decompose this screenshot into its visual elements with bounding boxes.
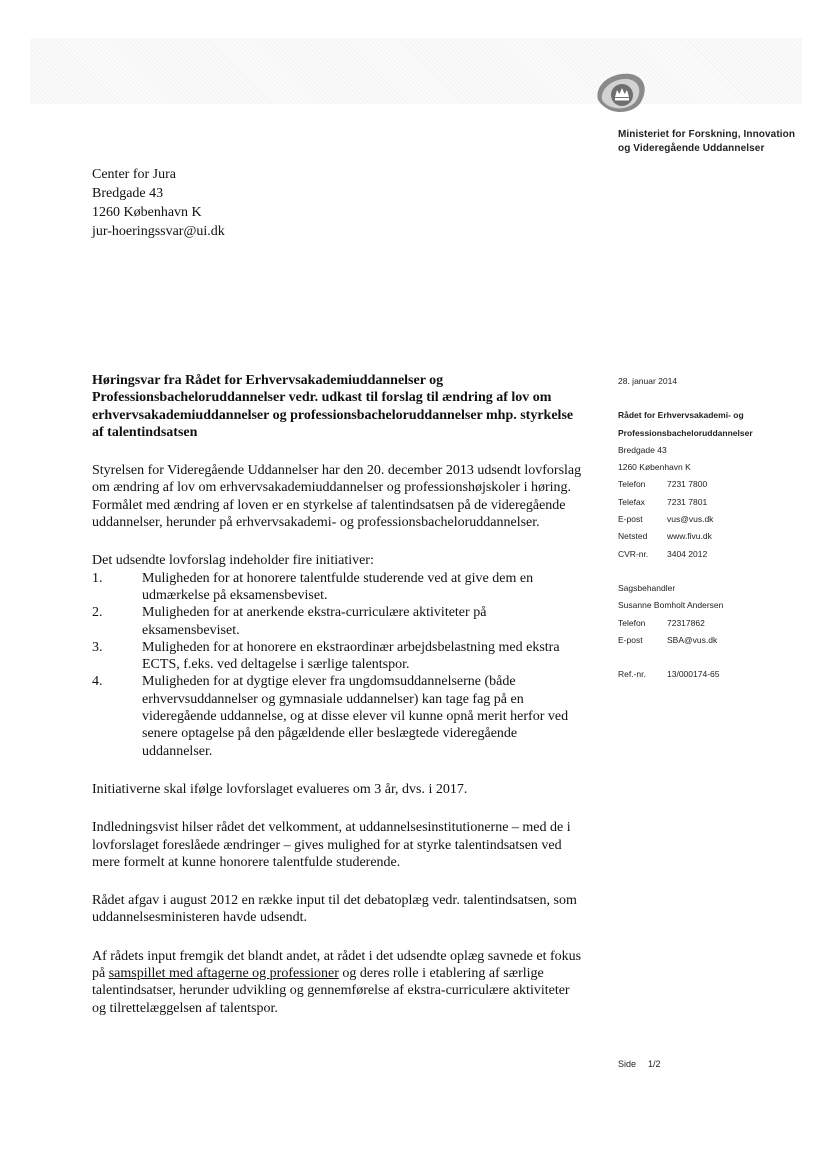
list-item-text: Muligheden for at honorere talentfulde studerende ved at give dem en udmærkelse på eksamensbeviset. <box>142 570 534 603</box>
sidebar-info <box>618 373 818 683</box>
handler-contact-row <box>618 632 818 649</box>
sender-street: Bredgade 43 <box>618 444 667 455</box>
list-item-number: 3. <box>92 639 103 655</box>
handler-contact-value: 72317862 <box>667 617 705 628</box>
list-item <box>92 673 584 759</box>
paragraph-4: Rådet afgav i august 2012 en række input til det debatoplæg vedr. talentindsatsen, som uddannelsesministeren havde udsendt. <box>92 893 577 926</box>
case-handler-label: Sagsbehandler <box>618 582 676 593</box>
page-value: 1/2 <box>648 1059 661 1069</box>
contact-label: Netsted <box>618 531 648 542</box>
handler-contact-value: SBA@vus.dk <box>667 634 718 645</box>
page-number <box>618 1059 673 1069</box>
ministry-line-2: og Videregående Uddannelser <box>618 143 765 154</box>
contact-value: vus@vus.dk <box>667 514 714 525</box>
contact-row <box>618 546 818 563</box>
sender-name-line-1: Rådet for Erhvervsakademi- og <box>618 410 744 421</box>
contact-value: www.fivu.dk <box>667 531 712 542</box>
contact-row <box>618 494 818 511</box>
case-handler-name: Susanne Bomholt Andersen <box>618 600 724 611</box>
contact-row <box>618 528 818 545</box>
contact-value: 7231 7801 <box>667 496 708 507</box>
recipient-name: Center for Jura <box>92 167 176 182</box>
list-item-text: Muligheden for at honorere en ekstraordinær arbejdsbelastning med ekstra ECTS, f.eks. ved deltagelse i særlige talentspor. <box>142 639 560 673</box>
page-label: Side <box>618 1059 637 1069</box>
list-item-number: 2. <box>92 605 103 621</box>
ministry-name <box>618 128 795 156</box>
recipient-address <box>92 165 225 241</box>
letter-date: 28. januar 2014 <box>618 376 678 386</box>
list-item-text: Muligheden for at dygtige elever fra ungdomsuddannelserne (både erhvervsuddannelser og gymnasiale uddannelser) kan tage fag på en videregående uddannelse, og at disse elever vil kunne opnå merit herfor ved senere optagelse på den pågældende eller beslægtede videregående uddannelser. <box>142 674 569 759</box>
recipient-email: jur-hoeringssvar@ui.dk <box>92 224 225 239</box>
handler-contact-label: Telefon <box>618 617 646 628</box>
reference-label: Ref.-nr. <box>618 669 646 680</box>
contact-row <box>618 476 818 493</box>
initiatives-list <box>92 570 584 760</box>
list-item-number: 4. <box>92 674 103 690</box>
crown-logo <box>590 70 650 120</box>
header-band <box>30 38 802 104</box>
paragraph-1: Styrelsen for Videregående Uddannelser har den 20. december 2013 udsendt lovforslag om ændring af lov om erhvervsakademiuddannelser og professionshøjskoler i høring. Formålet med ændring af loven er en styrkelse af talentindsatsen på de videregående uddannelser, herunder på erhvervsakademi- og professionsbacheloruddannelser. <box>92 463 582 531</box>
contact-label: Telefon <box>618 479 646 490</box>
list-intro: Det udsendte lovforslag indeholder fire initiativer: <box>92 553 374 569</box>
paragraph-5-end: og deres rolle i etablering af særlige talentindsatser, herunder udvikling og gennemførelse af ekstra-curriculære aktiviteter og tilrettelæggelsen af talentspor. <box>92 966 570 1016</box>
recipient-street: Bredgade 43 <box>92 186 164 201</box>
sender-city: 1260 København K <box>618 462 691 473</box>
paragraph-2: Initiativerne skal ifølge lovforslaget evalueres om 3 år, dvs. i 2017. <box>92 781 468 797</box>
list-item <box>92 570 584 605</box>
handler-contact-row <box>618 615 818 632</box>
list-item-text: Muligheden for at anerkende ekstra-curriculære aktiviteter på eksamensbeviset. <box>142 605 487 638</box>
contact-value: 3404 2012 <box>667 548 708 559</box>
letter-body <box>92 372 584 1038</box>
underlined-phrase: samspillet med aftagerne og professioner <box>108 966 339 982</box>
contact-value: 7231 7800 <box>667 479 708 490</box>
recipient-city: 1260 København K <box>92 205 202 220</box>
contact-row <box>618 511 818 528</box>
letter-title: Høringsvar fra Rådet for Erhvervsakademiuddannelser og Professionsbacheloruddannelser vedr. udkast til forslag til ændring af lov om erhvervsakademiuddannelser og professionsbacheloruddannelser mhp. styrkelse af talentindsatsen <box>92 373 574 440</box>
paragraph-3: Indledningsvist hilser rådet det velkomment, at uddannelsesinstitutionerne – med de i lovforslaget foreslåede ændringer – gives mulighed for at styrke talentindsatsen ved mere formelt at kunne honorere talentfulde studerende. <box>92 820 571 870</box>
sender-name-line-2: Professionsbacheloruddannelser <box>618 427 753 438</box>
list-item <box>92 604 584 639</box>
paragraph-5-start: Af rådets input fremgik det blandt andet, at rådet i det udsendte oplæg savnede et fokus på <box>92 948 582 982</box>
reference-row <box>618 666 818 683</box>
list-item-number: 1. <box>92 570 103 586</box>
contact-label: E-post <box>618 514 643 525</box>
list-item <box>92 639 584 674</box>
handler-contact-label: E-post <box>618 634 643 645</box>
reference-value: 13/000174-65 <box>667 669 720 680</box>
ministry-line-1: Ministeriet for Forskning, Innovation <box>618 129 796 140</box>
paragraph-5 <box>92 948 584 1017</box>
contact-label: CVR-nr. <box>618 548 649 559</box>
contact-label: Telefax <box>618 496 645 507</box>
